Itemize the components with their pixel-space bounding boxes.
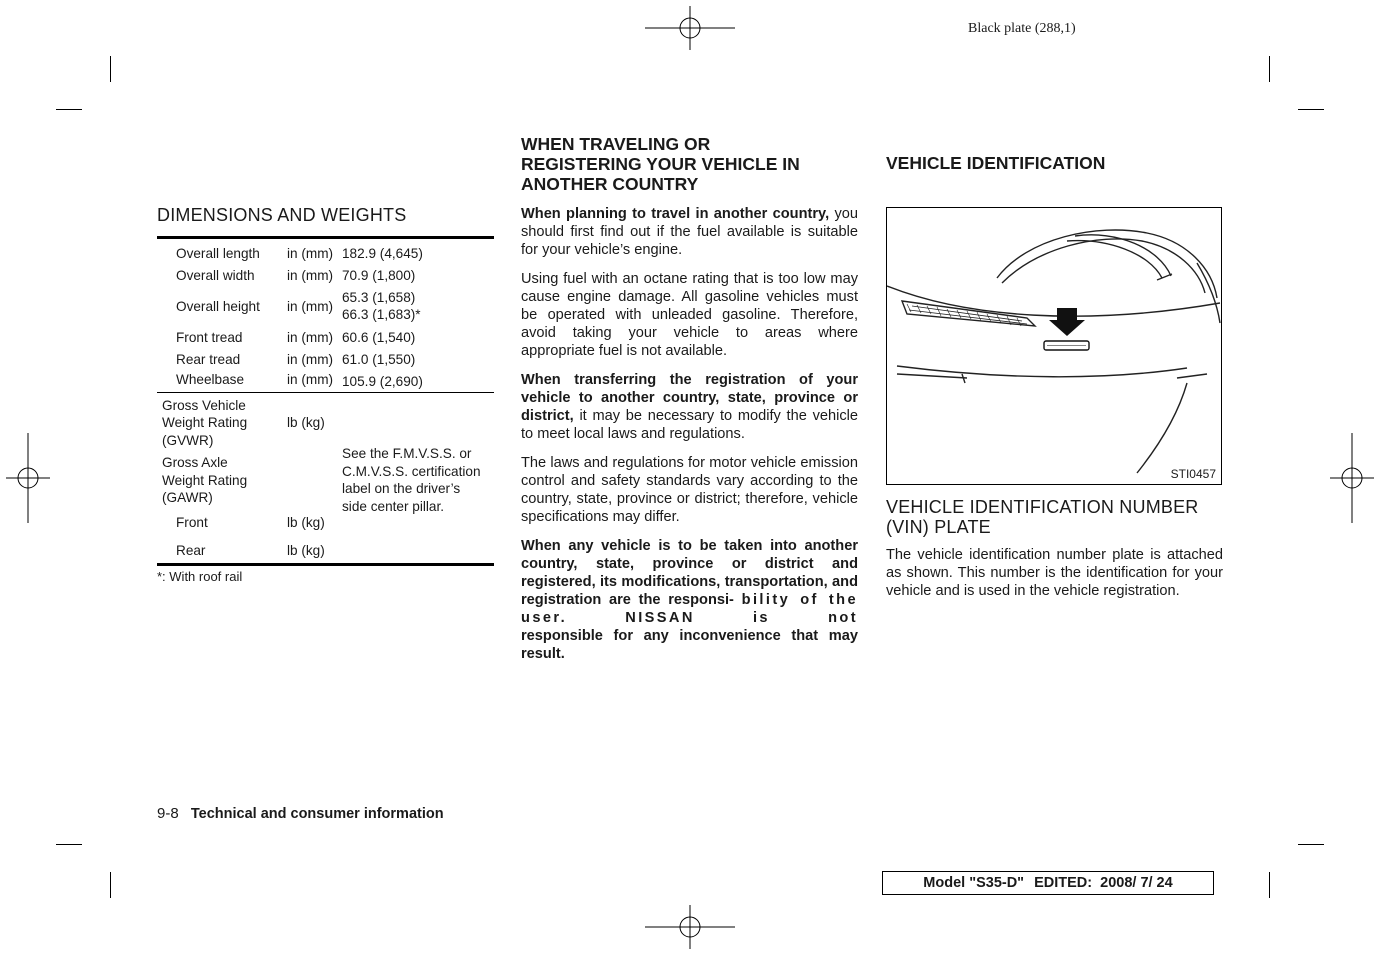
plate-label: Black plate (288,1)	[968, 21, 1076, 36]
edited-date: 2008/ 7/ 24	[1100, 875, 1173, 891]
vehicle-id-title: VEHICLE IDENTIFICATION	[886, 153, 1106, 173]
section-name: Technical and consumer information	[190, 806, 444, 822]
paragraph-responsibility-end: responsible for any inconvenience that may result.	[521, 628, 858, 662]
dimensions-table: Overall length in (mm) 182.9 (4,645) Overall width in (mm) 70.9 (1,800) Overall height in (mm) 65.3 (1,658) 66.3 (1,683)* Front tread in (mm) 60.6 (1,540) Rear tread in (mm) 61.0 (1,550) Wheelbase in (mm) 105.9 (2,690) Gross Vehicle Weight Rating lb (kg) (GVWR) Gross Axle Weight Rating (GAWR) See the F.M.V.S.S. or C.M.V.S.S. certification label on the driver’s side center pillar. Front lb (kg) Rear lb (kg)	[157, 236, 494, 566]
model-edited-box	[882, 871, 1214, 895]
footnote: *: With roof rail	[157, 569, 243, 584]
vin-title-line2: (VIN) PLATE	[886, 517, 991, 537]
paragraph-fuel: When planning to travel in another country, you should first find out if the fuel available is suitable for your vehicle’s engine.	[521, 206, 858, 258]
model-label: Model	[923, 875, 966, 891]
edited-label: EDITED:	[1034, 875, 1093, 891]
paragraph-registration: When transferring the registration of your vehicle to another country, state, province or district, it may be necessary to modify the vehicle to meet local laws and regulations.	[521, 372, 858, 442]
traveling-title-line2: REGISTERING YOUR VEHICLE IN	[521, 154, 800, 174]
page-number: 9-8	[157, 805, 179, 822]
vin-plate-figure	[886, 207, 1222, 485]
traveling-title-line3: ANOTHER COUNTRY	[521, 174, 699, 194]
model-code: "S35-D"	[969, 875, 1025, 891]
paragraph-responsibility: When any vehicle is to be taken into another country, state, province or district and registered, its modifications, transportation, and registration are the responsi- bility of the user. NISSAN is not	[521, 538, 858, 626]
car-dashboard-illustration	[887, 208, 1221, 484]
traveling-section	[521, 134, 858, 194]
paragraph-laws: The laws and regulations for motor vehicle emission control and safety standards vary according to the country, state, province or district; therefore, vehicle specifications may differ.	[521, 455, 858, 525]
dimensions-title: DIMENSIONS AND WEIGHTS	[157, 205, 407, 225]
page-footer	[157, 805, 444, 822]
figure-code: STI0457	[1170, 467, 1216, 481]
arrow-down-icon	[1049, 308, 1085, 336]
traveling-title-line1: WHEN TRAVELING OR	[521, 134, 711, 154]
vin-section	[886, 497, 1223, 611]
traveling-body	[521, 205, 858, 674]
paragraph-octane: Using fuel with an octane rating that is too low may cause engine damage. All gasoline vehicles must be operated with unleaded gasoline. Therefore, avoid taking your vehicle to areas where appropriate fuel is not available.	[521, 271, 858, 359]
vin-title-line1: VEHICLE IDENTIFICATION NUMBER	[886, 497, 1199, 517]
table-divider	[157, 392, 494, 393]
vin-description: The vehicle identification number plate is attached as shown. This number is the identification for your vehicle and is used in the vehicle registration.	[886, 547, 1223, 599]
